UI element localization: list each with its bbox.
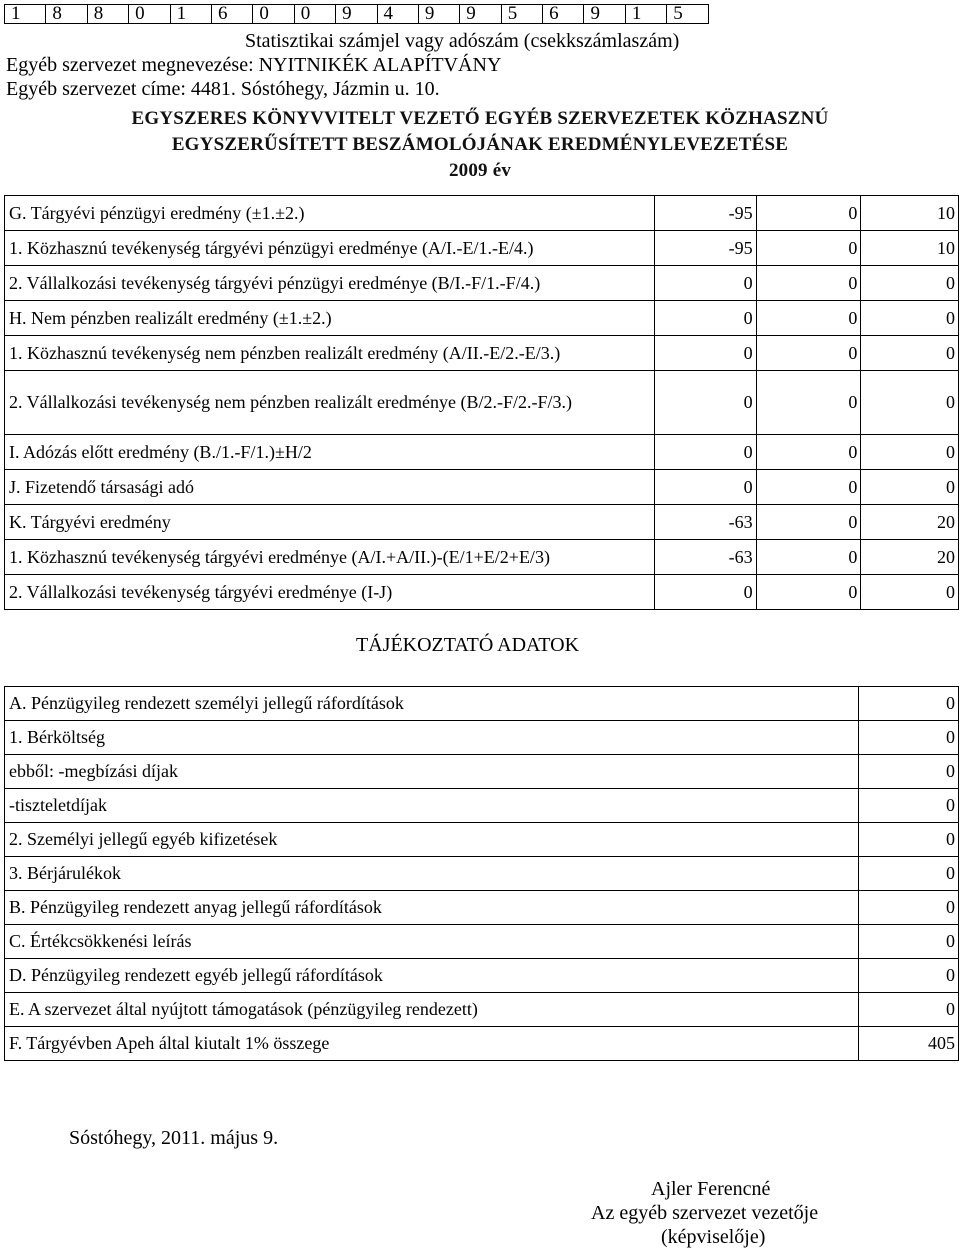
tax-digit: 5 — [667, 5, 708, 24]
result-row-label: H. Nem pénzben realizált eredmény (±1.±2.) — [5, 301, 655, 336]
info-row-value: 0 — [859, 823, 959, 857]
result-row-label: J. Fizetendő társasági adó — [5, 470, 655, 505]
info-row-label: ebből: -megbízási díjak — [5, 755, 859, 789]
result-value-2: 0 — [756, 575, 861, 610]
result-table — [4, 195, 959, 610]
info-row-label: C. Értékcsökkenési leírás — [5, 925, 859, 959]
info-row-value: 0 — [859, 789, 959, 823]
org-name: Egyéb szervezet megnevezése: NYITNIKÉK ALAPÍTVÁNY — [6, 54, 502, 76]
place-date: Sóstóhegy, 2011. május 9. — [69, 1127, 279, 1149]
result-row — [5, 540, 959, 575]
info-row-value: 0 — [859, 993, 959, 1027]
result-value-1: -95 — [654, 231, 756, 266]
result-row-label: 2. Vállalkozási tevékenység tárgyévi pénzügyi eredménye (B/I.-F/1.-F/4.) — [5, 266, 655, 301]
info-row-value: 0 — [859, 925, 959, 959]
info-row — [5, 925, 959, 959]
result-value-2: 0 — [756, 336, 861, 371]
result-row-label: I. Adózás előtt eredmény (B./1.-F/1.)±H/2 — [5, 435, 655, 470]
result-value-2: 0 — [756, 196, 861, 231]
result-row — [5, 470, 959, 505]
result-value-2: 0 — [756, 470, 861, 505]
result-value-2: 0 — [756, 435, 861, 470]
result-value-1: -63 — [654, 540, 756, 575]
result-value-3: 10 — [861, 231, 959, 266]
info-row-label: 2. Személyi jellegű egyéb kifizetések — [5, 823, 859, 857]
result-value-3: 0 — [861, 470, 959, 505]
info-row-value: 0 — [859, 891, 959, 925]
info-row-label: B. Pénzügyileg rendezett anyag jellegű ráfordítások — [5, 891, 859, 925]
result-value-1: 0 — [654, 435, 756, 470]
info-row-label: F. Tárgyévben Apeh által kiutalt 1% összege — [5, 1027, 859, 1061]
info-row — [5, 1027, 959, 1061]
info-row — [5, 891, 959, 925]
tax-digit: 1 — [5, 5, 46, 24]
result-row — [5, 336, 959, 371]
result-row — [5, 575, 959, 610]
result-value-3: 0 — [861, 435, 959, 470]
info-table — [4, 686, 959, 1061]
tax-digit: 1 — [170, 5, 211, 24]
result-value-1: 0 — [654, 371, 756, 435]
info-row-value: 405 — [859, 1027, 959, 1061]
info-row — [5, 721, 959, 755]
info-row — [5, 959, 959, 993]
result-row-label: 1. Közhasznú tevékenység nem pénzben realizált eredmény (A/II.-E/2.-E/3.) — [5, 336, 655, 371]
result-value-1: -95 — [654, 196, 756, 231]
result-row-label: 2. Vállalkozási tevékenység tárgyévi eredménye (I-J) — [5, 575, 655, 610]
info-row-label: 1. Bérköltség — [5, 721, 859, 755]
result-value-1: 0 — [654, 301, 756, 336]
result-value-1: 0 — [654, 470, 756, 505]
signer-role: Az egyéb szervezet vezetője — [591, 1202, 819, 1224]
tax-digit: 0 — [294, 5, 335, 24]
result-value-1: 0 — [654, 336, 756, 371]
tax-digit: 8 — [46, 5, 87, 24]
result-row-label: 1. Közhasznú tevékenység tárgyévi eredménye (A/I.+A/II.)-(E/1+E/2+E/3) — [5, 540, 655, 575]
tax-digit: 6 — [543, 5, 584, 24]
report-title-line2: EGYSZERŰSÍTETT BESZÁMOLÓJÁNAK EREDMÉNYLEVEZETÉSE — [171, 134, 789, 155]
info-row-value: 0 — [859, 755, 959, 789]
result-row — [5, 301, 959, 336]
result-value-1: 0 — [654, 575, 756, 610]
result-value-2: 0 — [756, 540, 861, 575]
tax-digit: 0 — [129, 5, 170, 24]
result-value-2: 0 — [756, 371, 861, 435]
tax-digit: 8 — [87, 5, 128, 24]
info-row-label: -tiszteletdíjak — [5, 789, 859, 823]
tax-digit: 0 — [253, 5, 294, 24]
result-value-3: 0 — [861, 266, 959, 301]
result-row — [5, 371, 959, 435]
result-row — [5, 231, 959, 266]
result-value-2: 0 — [756, 301, 861, 336]
result-value-3: 0 — [861, 336, 959, 371]
info-row — [5, 687, 959, 721]
result-row — [5, 266, 959, 301]
info-row-value: 0 — [859, 721, 959, 755]
result-row — [5, 435, 959, 470]
result-value-1: -63 — [654, 505, 756, 540]
tax-digit: 6 — [211, 5, 252, 24]
info-row-value: 0 — [859, 687, 959, 721]
info-heading: TÁJÉKOZTATÓ ADATOK — [356, 634, 580, 656]
result-row-label: K. Tárgyévi eredmény — [5, 505, 655, 540]
tax-number-grid — [4, 4, 709, 24]
info-row-value: 0 — [859, 959, 959, 993]
result-value-3: 20 — [861, 505, 959, 540]
tax-digit: 1 — [625, 5, 666, 24]
result-value-2: 0 — [756, 505, 861, 540]
info-row-label: E. A szervezet által nyújtott támogatások (pénzügyileg rendezett) — [5, 993, 859, 1027]
info-row-label: A. Pénzügyileg rendezett személyi jellegű ráfordítások — [5, 687, 859, 721]
result-value-2: 0 — [756, 266, 861, 301]
info-row — [5, 857, 959, 891]
tax-digit: 4 — [377, 5, 418, 24]
tax-number-caption: Statisztikai számjel vagy adószám (csekkszámlaszám) — [245, 30, 680, 52]
info-row — [5, 993, 959, 1027]
tax-digit: 5 — [501, 5, 542, 24]
tax-digit: 9 — [584, 5, 625, 24]
report-year: 2009 év — [448, 160, 512, 181]
info-row — [5, 823, 959, 857]
report-title-line1: EGYSZERES KÖNYVVITELT VEZETŐ EGYÉB SZERVEZETEK KÖZHASZNÚ — [131, 108, 829, 129]
tax-number-row — [5, 5, 709, 24]
result-value-1: 0 — [654, 266, 756, 301]
info-row-value: 0 — [859, 857, 959, 891]
result-value-3: 10 — [861, 196, 959, 231]
result-row — [5, 505, 959, 540]
info-row — [5, 789, 959, 823]
result-row-label: G. Tárgyévi pénzügyi eredmény (±1.±2.) — [5, 196, 655, 231]
info-row-label: 3. Bérjárulékok — [5, 857, 859, 891]
result-row-label: 2. Vállalkozási tevékenység nem pénzben realizált eredménye (B/2.-F/2.-F/3.) — [5, 371, 655, 435]
result-row-label: 1. Közhasznú tevékenység tárgyévi pénzügyi eredménye (A/I.-E/1.-E/4.) — [5, 231, 655, 266]
info-row — [5, 755, 959, 789]
result-value-3: 0 — [861, 575, 959, 610]
signer-name: Ajler Ferencné — [651, 1178, 771, 1200]
tax-digit: 9 — [418, 5, 459, 24]
result-value-3: 0 — [861, 371, 959, 435]
result-value-2: 0 — [756, 231, 861, 266]
signer-role-note: (képviselője) — [661, 1226, 766, 1248]
org-address: Egyéb szervezet címe: 4481. Sóstóhegy, Jázmin u. 10. — [6, 78, 440, 100]
tax-digit: 9 — [336, 5, 377, 24]
result-row — [5, 196, 959, 231]
tax-digit: 9 — [460, 5, 501, 24]
result-value-3: 20 — [861, 540, 959, 575]
result-value-3: 0 — [861, 301, 959, 336]
info-row-label: D. Pénzügyileg rendezett egyéb jellegű ráfordítások — [5, 959, 859, 993]
